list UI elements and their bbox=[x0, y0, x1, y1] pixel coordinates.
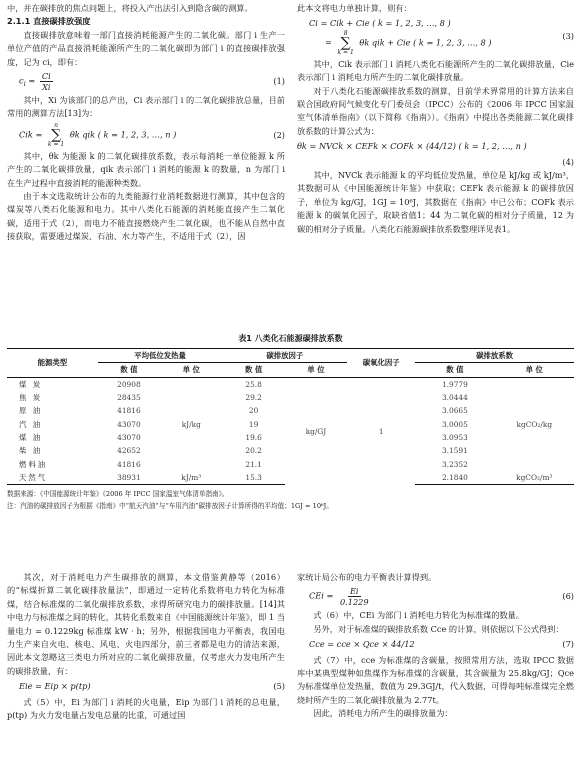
header-cef: 碳排放因子 bbox=[222, 349, 347, 363]
equation-number: (4) bbox=[562, 156, 574, 167]
equation-2: Cik = n ∑ k = 1 θk qik ( k = 1, 2, 3, …, n ) (2) bbox=[19, 121, 285, 148]
header-heat: 平均低位发热量 bbox=[98, 349, 223, 363]
cell-name: 汽 油 bbox=[19, 419, 43, 429]
cell-cef-unit: kg/GJ bbox=[305, 426, 327, 436]
cell-cef: 19 bbox=[248, 419, 259, 429]
equation-1: $c_i$ = $\frac{Ci}{Xi}$ (1) bbox=[19, 71, 285, 93]
cell-cef: 15.3 bbox=[222, 471, 284, 485]
header-value: 数 值 bbox=[222, 363, 284, 377]
paragraph: 由于本文选取统计公布的九类能源行业消耗数据进行测算，其中包含的煤炭等八类石化能源和电力。其中八类化石能源的消耗能直接产生二氧化碳，适用于式（2），而电力不能直接燃烧产生二氧化碳，也不能从自然中直接获取，需要通过煤炭、石油、水力等产生，不适用于式（2），因 bbox=[7, 191, 285, 242]
cell-coef: 3.0665 bbox=[441, 406, 468, 416]
cell-name: 原 油 bbox=[19, 406, 43, 416]
cell-coef: 1.9779 bbox=[441, 379, 468, 389]
cell-cef: 25.8 bbox=[245, 379, 262, 389]
paragraph: 式（6）中，CEi 为部门 i 消耗电力转化为标准煤的数量。 bbox=[313, 610, 525, 621]
equation-number: (2) bbox=[273, 129, 285, 140]
cell-name: 柴 油 bbox=[19, 446, 43, 456]
cell-cof: 1 bbox=[378, 426, 384, 436]
equation-6: CEi = $\frac{Ei}{0.1229}$ (6) bbox=[309, 586, 574, 608]
paragraph: 家统计局公布的电力平衡表计算得到。 bbox=[297, 572, 437, 582]
cell-coef-unit: kgCO₂/kg bbox=[516, 419, 553, 429]
cell-cef: 19.6 bbox=[245, 432, 262, 442]
cell-cef: 20 bbox=[248, 406, 259, 416]
paragraph: 其中，Xi 为该部门的总产出，Ci 表示部门 i 的二氧化碳排放总量，目前常用的测算方法[13]为： bbox=[7, 95, 285, 119]
paragraph: 另外，对于标准煤的碳排放系数 Cce 的计算，则依据以下公式得到： bbox=[313, 623, 564, 634]
left-column-bottom bbox=[7, 571, 285, 722]
table-caption: 表1 八类化石能源碳排放系数 bbox=[238, 334, 343, 343]
equation-3: Ci = Cik + Cie ( k = 1, 2, 3, …, 8 ) = 8 ∑ k = 1 θk qik + Cie ( k = 1, 2, 3, …, 8 ) (3) bbox=[309, 18, 574, 56]
paragraph: 其中，NVCk 表示能源 k 的平均低位发热量，单位是 kJ/kg 或 kJ/m³，其数据可从《中国能源统计年鉴》中获取；CEFk 表示能源 k 的碳排放因子，单位为 kg/GJ，1GJ = 10⁶J，其数据在《指南》中已公布；COFk 表示能源 k 的碳氧化因子，取缺省值1；44 为二氧化碳的相对分子质量，12 为碳的相对分子质量。八类化石能源碳排放系数整理详见表1。 bbox=[297, 170, 574, 234]
cell-heat: 43070 bbox=[117, 432, 141, 442]
table-footnote: 注：汽油的碳排放因子为根据《指南》中“航天汽油”与“车用汽油”碳排放因子计算所得的平均值；1GJ = 10⁶J。 bbox=[7, 501, 333, 510]
cell-heat: 41816 bbox=[117, 406, 141, 416]
cell-heat: 28435 bbox=[117, 393, 141, 403]
cell-coef: 3.0953 bbox=[441, 432, 468, 442]
right-column-bottom bbox=[297, 571, 574, 721]
header-value: 数 值 bbox=[98, 363, 160, 377]
cell-coef: 3.0444 bbox=[441, 393, 468, 403]
cell-heat: 41816 bbox=[117, 459, 141, 469]
cell-coef: 3.0005 bbox=[441, 419, 468, 429]
table-notes bbox=[7, 488, 574, 512]
equation-number: (5) bbox=[273, 681, 285, 692]
paragraph: 式（7）中，cce 为标准煤的含碳量，按照常用方法，选取 IPCC 数据库中某典型煤种如焦煤作为标准煤的含碳量，其含碳量为 25.8kg/GJ；Qce 为标准煤单位发热量，数值为 29.3GJ/t，代入数据，可得每吨标准煤完全燃烧时所产生的二氧化碳排放量为 2.77t。 bbox=[297, 654, 574, 705]
header-unit: 单 位 bbox=[285, 363, 347, 377]
cell-heat: 20908 bbox=[117, 379, 141, 389]
paragraph: 式（5）中，Ei 为部门 i 消耗的火电量，Eip 为部门 i 消耗的总电量，p(tp) 为火力发电量占发电总量的比重，可通过国 bbox=[7, 696, 285, 721]
equation-number: (7) bbox=[562, 639, 574, 650]
equation-4: θk = NVCk × CEFk × COFk × (44/12) ( k = 1, 2, …, n ) bbox=[297, 141, 527, 152]
paragraph: 中，并在碳排放的焦点问题上，将投入产出法引入到隐含碳的测算。 bbox=[7, 3, 253, 13]
cell-coef: 2.1840 bbox=[415, 471, 494, 485]
cell-heat: 42652 bbox=[117, 446, 141, 456]
table-1 bbox=[7, 332, 574, 512]
cell-coef: 3.2352 bbox=[441, 459, 468, 469]
paragraph: 其次，对于消耗电力产生碳排放的测算，本文借鉴黄静等（2016）的“标煤折算二氧化碳排放量法”，即通过一定转化系数将电力转化为标准煤，结合标准煤的二氧化碳排放系数，求得所研究电力的碳排放量。[14]其中电力与标准煤之间的转化，其转化系数来自《中国能源统计年鉴》，即 1 当量电力 = 0.1229kg 标准煤 kW · h；另外，根据我国电力平衡表，我国电力生产来自火电、核电、风电、火电四部分，前三者都是电力的清洁来源，因此本文忽略这三类电力所对应的二氧化碳排放量，仅考虑火力发电所产生的碳排放量，有： bbox=[7, 572, 285, 676]
header-value: 数 值 bbox=[415, 363, 494, 377]
left-column-top bbox=[7, 2, 285, 244]
paragraph: 此本文将电力单独计算，则有： bbox=[297, 3, 412, 13]
paragraph: 其中，θk 为能源 k 的二氧化碳排放系数，表示每消耗一单位能源 k 所产生的二氧化碳排放量，qik 表示部门 i 消耗的能源 k 的数量，n 为部门 i 在生产过程中直接消耗的能源种类数。 bbox=[7, 150, 285, 188]
header-unit: 单 位 bbox=[495, 363, 574, 377]
cell-coef-unit: kgCO₂/m³ bbox=[495, 471, 574, 485]
cell-heat: 43070 bbox=[117, 419, 141, 429]
cell-cef: 20.2 bbox=[245, 446, 262, 456]
cell-coef: 3.1591 bbox=[441, 446, 468, 456]
cell-heat-unit: kJ/kg bbox=[181, 419, 201, 429]
section-heading: 2.1.1 直接碳排放强度 bbox=[7, 16, 91, 27]
header-cof: 碳氧化因子 bbox=[347, 349, 415, 378]
table-row bbox=[7, 377, 574, 391]
header-unit: 单 位 bbox=[160, 363, 222, 377]
table-source-note: 数据来源：《中国能源统计年鉴》《2006 年 IPCC 国家温室气体清单指南》。 bbox=[7, 489, 229, 498]
header-coef: 碳排放系数 bbox=[415, 349, 574, 363]
cell-cef: 21.1 bbox=[245, 459, 262, 469]
paragraph: 其中，Cik 表示部门 i 消耗八类化石能源所产生的二氧化碳排放量，Cie 表示部门 i 消耗电力所产生的二氧化碳排放量。 bbox=[297, 58, 574, 83]
paragraph: 对于八类化石能源碳排放系数的测算，目前学术界常用的计算方法来自联合国政府间气候变化专门委员会（IPCC）公布的《2006 年 IPCC 国家温室气体清单指南》（以下简称《指南》）。《指南》中提出各类能源二氧化碳排放系数的计算公式为： bbox=[297, 85, 574, 136]
emission-table bbox=[7, 348, 574, 485]
cell-name: 天然气 bbox=[7, 471, 98, 485]
equation-number: (6) bbox=[562, 591, 574, 602]
cell-heat: 38931 bbox=[98, 471, 160, 485]
paragraph: 因此，消耗电力所产生的碳排放量为： bbox=[313, 708, 453, 719]
equation-5: Eie = Eip × p(tp) (5) bbox=[7, 680, 285, 693]
equation-number: (1) bbox=[273, 75, 285, 86]
cell-cef: 29.2 bbox=[245, 393, 262, 403]
cell-name: 燃料油 bbox=[19, 459, 48, 469]
equation-number: (3) bbox=[562, 30, 574, 41]
right-column-top bbox=[297, 2, 574, 236]
cell-name: 焦 炭 bbox=[19, 393, 43, 403]
paragraph: 直接碳排放意味着一部门直接消耗能源产生的二氧化碳。部门 i 生产一单位产值的产品直接消耗能源所产生的二氧化碳即为部门 i 的直接碳排放强度，记为 ci，即有： bbox=[7, 29, 285, 67]
cell-name: 煤 油 bbox=[19, 432, 43, 442]
header-energy-type: 能源类型 bbox=[7, 349, 98, 378]
cell-name: 煤 炭 bbox=[19, 379, 43, 389]
equation-7: Cce = cce × Qce × 44/12 (7) bbox=[297, 638, 574, 651]
cell-heat-unit: kJ/m³ bbox=[160, 471, 222, 485]
